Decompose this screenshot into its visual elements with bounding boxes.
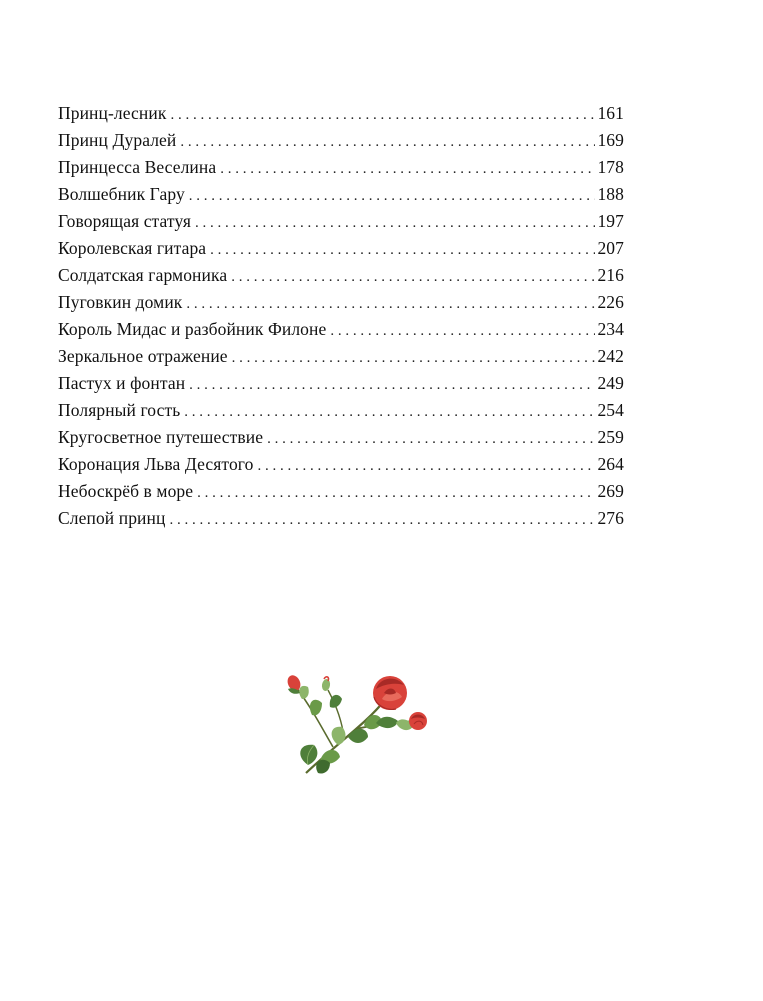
toc-entry[interactable]	[58, 397, 624, 424]
toc-entry-page: 161	[597, 103, 624, 123]
toc-entry-page: 269	[597, 481, 624, 501]
toc-entry-page: 169	[597, 130, 624, 150]
toc-entry[interactable]	[58, 100, 624, 127]
toc-entry-title: Коронация Льва Десятого	[58, 454, 254, 474]
toc-entry-title: Принцесса Веселина	[58, 157, 217, 177]
rose-branch-illustration	[278, 665, 438, 785]
toc-entry-title: Пуговкин домик	[58, 292, 183, 312]
toc-entry[interactable]	[58, 208, 624, 235]
toc-entry-title: Говорящая статуя	[58, 211, 192, 231]
toc-dot-leader	[267, 426, 595, 453]
toc-entry[interactable]	[58, 343, 624, 370]
toc-dot-leader	[186, 291, 595, 318]
toc-entry-page: 249	[597, 373, 624, 393]
toc-entry-title: Король Мидас и разбойник Филоне	[58, 319, 327, 339]
rose-branch-icon	[278, 665, 438, 785]
toc-entry-title: Принц-лесник	[58, 103, 167, 123]
toc-entry-page: 242	[597, 346, 624, 366]
toc-entry[interactable]	[58, 181, 624, 208]
toc-dot-leader	[169, 507, 595, 534]
toc-dot-leader	[184, 399, 595, 426]
toc-entry-title: Пастух и фонтан	[58, 373, 186, 393]
toc-dot-leader	[189, 183, 596, 210]
toc-entry-page: 216	[597, 265, 624, 285]
toc-entry-page: 264	[597, 454, 624, 474]
toc-entry-page: 234	[597, 319, 624, 339]
toc-entry-title: Полярный гость	[58, 400, 181, 420]
toc-dot-leader	[195, 210, 595, 237]
toc-entry-title: Принц Дуралей	[58, 130, 177, 150]
toc-entry-title: Волшебник Гару	[58, 184, 185, 204]
toc-entry[interactable]	[58, 154, 624, 181]
toc-dot-leader	[232, 345, 596, 372]
toc-entry[interactable]	[58, 235, 624, 262]
toc-entry[interactable]	[58, 478, 624, 505]
toc-entry[interactable]	[58, 289, 624, 316]
toc-entry-page: 188	[597, 184, 624, 204]
toc-entry-page: 254	[597, 400, 624, 420]
toc-entry-title: Кругосветное путешествие	[58, 427, 264, 447]
toc-entry-page: 259	[597, 427, 624, 447]
toc-entry-title: Королевская гитара	[58, 238, 207, 258]
toc-entry[interactable]	[58, 316, 624, 343]
toc-dot-leader	[210, 237, 595, 264]
toc-entry-page: 276	[597, 508, 624, 528]
toc-dot-leader	[330, 318, 595, 345]
toc-entry[interactable]	[58, 127, 624, 154]
toc-entry-title: Зеркальное отражение	[58, 346, 228, 366]
toc-entry[interactable]	[58, 424, 624, 451]
toc-entry-title: Солдатская гармоника	[58, 265, 228, 285]
table-of-contents	[58, 100, 624, 532]
toc-entry-page: 207	[597, 238, 624, 258]
toc-dot-leader	[180, 129, 595, 156]
toc-entry-title: Слепой принц	[58, 508, 166, 528]
toc-entry[interactable]	[58, 451, 624, 478]
toc-entry-page: 178	[597, 157, 624, 177]
toc-entry[interactable]	[58, 370, 624, 397]
toc-dot-leader	[197, 480, 595, 507]
toc-dot-leader	[170, 102, 595, 129]
toc-entry-page: 197	[597, 211, 624, 231]
toc-entry[interactable]	[58, 505, 624, 532]
toc-dot-leader	[231, 264, 595, 291]
toc-entry-title: Небоскрёб в море	[58, 481, 194, 501]
toc-entry-page: 226	[597, 292, 624, 312]
toc-dot-leader	[258, 453, 596, 480]
toc-entry[interactable]	[58, 262, 624, 289]
toc-dot-leader	[189, 372, 595, 399]
toc-dot-leader	[220, 156, 595, 183]
